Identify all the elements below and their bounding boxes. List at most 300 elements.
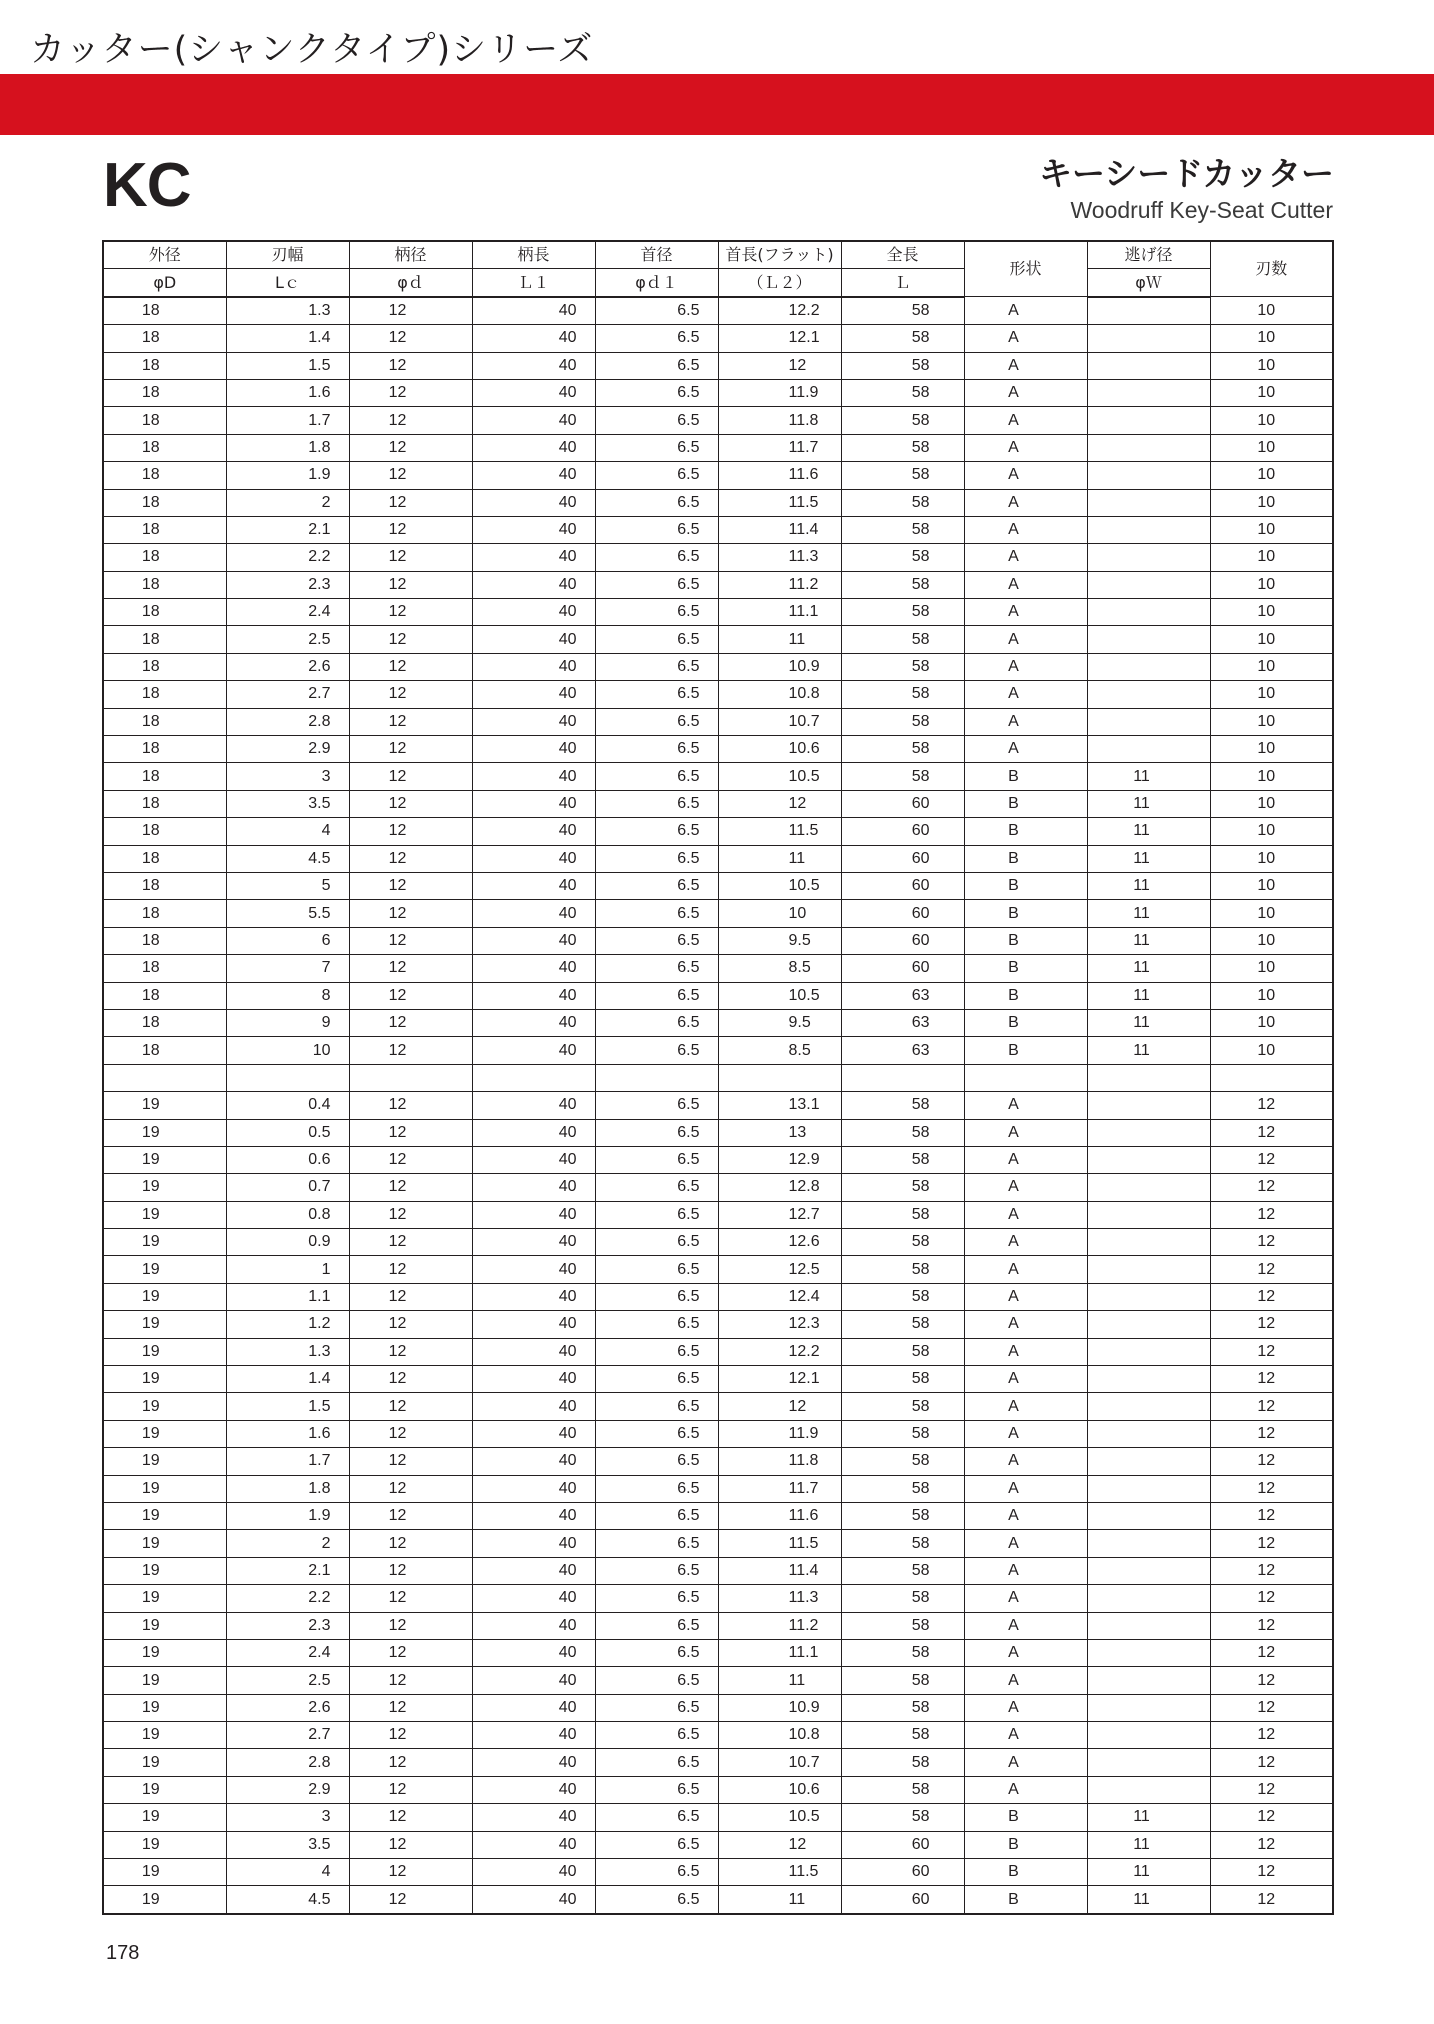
table-cell: 58 (841, 1146, 964, 1173)
table-row (103, 653, 1333, 680)
table-cell (103, 1064, 226, 1091)
table-cell: 11 (1087, 1804, 1210, 1831)
table-cell: 12 (1210, 1776, 1333, 1803)
table-cell (1087, 462, 1210, 489)
table-row (103, 1667, 1333, 1694)
table-cell: 0.7 (226, 1174, 349, 1201)
table-cell: 6.5 (595, 544, 718, 571)
table-cell: 6.5 (595, 1776, 718, 1803)
table-cell: 12 (349, 297, 472, 325)
table-cell: B (964, 1037, 1087, 1064)
table-cell: 40 (472, 1475, 595, 1502)
table-cell: A (964, 1639, 1087, 1666)
table-cell: 6.5 (595, 1366, 718, 1393)
table-cell: A (964, 1338, 1087, 1365)
table-cell: 58 (841, 1283, 964, 1310)
table-cell: 19 (103, 1557, 226, 1584)
table-cell: 40 (472, 1557, 595, 1584)
table-cell: 6.5 (595, 626, 718, 653)
table-cell: 11.5 (718, 1859, 841, 1886)
table-row (103, 818, 1333, 845)
header-blade-width: 刃幅 (226, 241, 349, 269)
table-cell (226, 1064, 349, 1091)
table-cell: 5 (226, 872, 349, 899)
table-row (103, 1859, 1333, 1886)
table-cell: 6.5 (595, 955, 718, 982)
table-cell (1087, 379, 1210, 406)
header-shank-length: 柄長 (472, 241, 595, 269)
table-cell (1087, 571, 1210, 598)
table-cell: 58 (841, 708, 964, 735)
table-cell: 58 (841, 1612, 964, 1639)
table-cell: 12 (1210, 1092, 1333, 1119)
table-cell: 6.5 (595, 297, 718, 325)
table-cell: 18 (103, 544, 226, 571)
table-cell: 40 (472, 1229, 595, 1256)
table-cell: 6.5 (595, 516, 718, 543)
table-cell: 10.7 (718, 708, 841, 735)
table-cell: 40 (472, 927, 595, 954)
table-cell: 12.8 (718, 1174, 841, 1201)
table-cell: 10 (1210, 489, 1333, 516)
table-row (103, 1146, 1333, 1173)
table-cell: 18 (103, 927, 226, 954)
table-cell: 12 (1210, 1146, 1333, 1173)
table-cell: 19 (103, 1146, 226, 1173)
table-cell: 18 (103, 900, 226, 927)
table-cell: 19 (103, 1694, 226, 1721)
table-cell: A (964, 1776, 1087, 1803)
header-symbol-L2: （Ｌ２） (718, 269, 841, 297)
table-cell: 40 (472, 1256, 595, 1283)
table-cell: 40 (472, 1585, 595, 1612)
table-cell (1087, 1119, 1210, 1146)
table-cell (1087, 1667, 1210, 1694)
table-cell: 2 (226, 489, 349, 516)
table-cell: 6.5 (595, 1119, 718, 1146)
table-cell: A (964, 352, 1087, 379)
table-cell: 6.5 (595, 708, 718, 735)
table-cell: 10 (226, 1037, 349, 1064)
table-cell: 18 (103, 434, 226, 461)
table-cell (1087, 489, 1210, 516)
table-row (103, 1530, 1333, 1557)
table-cell: 1.8 (226, 1475, 349, 1502)
table-cell: 12 (349, 1338, 472, 1365)
table-cell: 12 (349, 1667, 472, 1694)
table-cell: 11.4 (718, 516, 841, 543)
table-cell: 6.5 (595, 1420, 718, 1447)
table-cell: A (964, 516, 1087, 543)
table-row (103, 1475, 1333, 1502)
table-cell: 3 (226, 1804, 349, 1831)
table-cell (1087, 1475, 1210, 1502)
table-cell: 12 (1210, 1283, 1333, 1310)
header-overall-length: 全長 (841, 241, 964, 269)
table-cell: 40 (472, 1831, 595, 1858)
table-cell: 2.5 (226, 626, 349, 653)
table-cell: 6.5 (595, 1667, 718, 1694)
table-row (103, 1229, 1333, 1256)
table-cell: 6.5 (595, 790, 718, 817)
header-symbol-L1: Ｌ１ (472, 269, 595, 297)
table-cell: A (964, 681, 1087, 708)
table-cell: 10 (1210, 599, 1333, 626)
table-cell: 58 (841, 763, 964, 790)
table-cell: 6.5 (595, 1256, 718, 1283)
table-cell: 18 (103, 790, 226, 817)
table-cell: 11 (1087, 1037, 1210, 1064)
table-cell: 40 (472, 818, 595, 845)
table-cell: A (964, 489, 1087, 516)
table-cell: 58 (841, 297, 964, 325)
table-row (103, 1722, 1333, 1749)
table-cell: 19 (103, 1804, 226, 1831)
table-cell: 40 (472, 1502, 595, 1529)
table-cell: B (964, 1831, 1087, 1858)
table-row (103, 1201, 1333, 1228)
table-cell: 58 (841, 1694, 964, 1721)
table-row (103, 982, 1333, 1009)
table-cell: 10 (1210, 872, 1333, 899)
table-cell: 40 (472, 407, 595, 434)
header-outer-diameter: 外径 (103, 241, 226, 269)
table-cell: 19 (103, 1776, 226, 1803)
table-cell: 2.6 (226, 1694, 349, 1721)
table-cell: 6.5 (595, 1146, 718, 1173)
table-row (103, 1886, 1333, 1914)
table-cell: 18 (103, 982, 226, 1009)
header-accent-bar (0, 74, 1434, 135)
table-cell: A (964, 1229, 1087, 1256)
table-cell: 2.7 (226, 1722, 349, 1749)
table-cell: 60 (841, 1886, 964, 1914)
table-cell: 58 (841, 516, 964, 543)
table-cell: A (964, 297, 1087, 325)
table-cell: 10 (1210, 407, 1333, 434)
table-cell: 2.4 (226, 599, 349, 626)
table-cell: 10 (1210, 790, 1333, 817)
table-cell: 1.7 (226, 1448, 349, 1475)
table-cell: 12 (349, 1749, 472, 1776)
table-cell: 8.5 (718, 955, 841, 982)
table-cell: 12 (349, 325, 472, 352)
table-cell: 12 (349, 900, 472, 927)
table-cell: 18 (103, 681, 226, 708)
table-cell: 11.8 (718, 1448, 841, 1475)
table-cell: B (964, 845, 1087, 872)
table-cell (1087, 1557, 1210, 1584)
table-cell: 60 (841, 900, 964, 927)
table-cell: 10.8 (718, 1722, 841, 1749)
table-cell: 40 (472, 1804, 595, 1831)
table-cell: 12.2 (718, 1338, 841, 1365)
table-cell: 12 (349, 516, 472, 543)
table-cell: 6.5 (595, 1311, 718, 1338)
table-cell: 6.5 (595, 1475, 718, 1502)
table-cell: 11.5 (718, 489, 841, 516)
table-cell: 6.5 (595, 736, 718, 763)
table-cell (1087, 1311, 1210, 1338)
table-cell: 40 (472, 379, 595, 406)
table-cell: 1.9 (226, 462, 349, 489)
table-cell: 6.5 (595, 653, 718, 680)
table-cell: 40 (472, 1776, 595, 1803)
table-cell (1087, 1502, 1210, 1529)
table-cell: B (964, 872, 1087, 899)
table-cell: 11 (718, 1667, 841, 1694)
table-cell: 58 (841, 544, 964, 571)
table-cell: 12 (349, 626, 472, 653)
table-cell (1087, 1256, 1210, 1283)
table-row (103, 1092, 1333, 1119)
table-cell: 19 (103, 1639, 226, 1666)
table-cell (1087, 516, 1210, 543)
table-row (103, 763, 1333, 790)
table-row (103, 1256, 1333, 1283)
table-cell: 19 (103, 1256, 226, 1283)
table-cell: 60 (841, 1859, 964, 1886)
table-cell: 12 (349, 1037, 472, 1064)
table-cell: 12 (1210, 1722, 1333, 1749)
table-cell: 6.5 (595, 1393, 718, 1420)
table-cell: 2.5 (226, 1667, 349, 1694)
table-cell: 10 (1210, 352, 1333, 379)
table-cell: 1.9 (226, 1502, 349, 1529)
table-cell: 12 (1210, 1119, 1333, 1146)
table-cell: 12 (349, 1092, 472, 1119)
table-cell: 12 (718, 790, 841, 817)
table-cell: 40 (472, 1174, 595, 1201)
table-cell: 3.5 (226, 790, 349, 817)
table-cell: A (964, 1283, 1087, 1310)
table-cell: 2.3 (226, 571, 349, 598)
table-cell: 12 (349, 1694, 472, 1721)
table-cell: 10 (1210, 900, 1333, 927)
table-cell: 58 (841, 1366, 964, 1393)
table-cell: 18 (103, 763, 226, 790)
table-cell: 10 (1210, 379, 1333, 406)
table-cell: 12 (1210, 1393, 1333, 1420)
table-cell: A (964, 571, 1087, 598)
table-cell (1087, 1146, 1210, 1173)
table-cell: 12 (349, 1722, 472, 1749)
table-cell: 12 (349, 1639, 472, 1666)
table-cell: 18 (103, 955, 226, 982)
table-cell: 58 (841, 1667, 964, 1694)
table-cell: 40 (472, 681, 595, 708)
table-cell: A (964, 736, 1087, 763)
table-cell: 18 (103, 352, 226, 379)
table-cell: 2.1 (226, 1557, 349, 1584)
table-cell: 58 (841, 1749, 964, 1776)
table-cell: 12 (1210, 1530, 1333, 1557)
table-cell: 19 (103, 1448, 226, 1475)
table-cell: 6.5 (595, 1174, 718, 1201)
table-cell: 58 (841, 1119, 964, 1146)
table-cell (1087, 1338, 1210, 1365)
table-cell: 19 (103, 1502, 226, 1529)
table-cell: 18 (103, 599, 226, 626)
table-cell: 0.4 (226, 1092, 349, 1119)
table-cell: 40 (472, 571, 595, 598)
table-cell: A (964, 653, 1087, 680)
table-cell: 12 (1210, 1585, 1333, 1612)
table-cell: 4 (226, 1859, 349, 1886)
table-cell: 18 (103, 571, 226, 598)
table-row (103, 462, 1333, 489)
table-cell: 11.3 (718, 1585, 841, 1612)
table-cell (1087, 434, 1210, 461)
table-cell: 12.5 (718, 1256, 841, 1283)
table-cell (1087, 1393, 1210, 1420)
table-cell: 19 (103, 1475, 226, 1502)
table-cell: 19 (103, 1585, 226, 1612)
table-cell (1087, 1201, 1210, 1228)
table-cell: 40 (472, 1146, 595, 1173)
table-cell: 6.5 (595, 1229, 718, 1256)
table-cell: 6.5 (595, 872, 718, 899)
table-cell: 1.3 (226, 297, 349, 325)
table-row (103, 1749, 1333, 1776)
table-cell: 12 (1210, 1338, 1333, 1365)
table-cell: 12 (349, 872, 472, 899)
table-cell: A (964, 1092, 1087, 1119)
table-row (103, 790, 1333, 817)
table-cell: 12 (349, 818, 472, 845)
table-cell: 18 (103, 462, 226, 489)
table-cell (1087, 1776, 1210, 1803)
table-cell: 40 (472, 982, 595, 1009)
header-relief-diameter: 逃げ径 (1087, 241, 1210, 269)
table-cell: 12 (1210, 1804, 1333, 1831)
table-cell: 6.5 (595, 1639, 718, 1666)
table-cell (1087, 1229, 1210, 1256)
table-cell: 58 (841, 379, 964, 406)
table-cell: 58 (841, 407, 964, 434)
table-cell: 2.7 (226, 681, 349, 708)
table-cell: 12 (349, 599, 472, 626)
table-cell: A (964, 1448, 1087, 1475)
table-row (103, 1174, 1333, 1201)
table-row (103, 626, 1333, 653)
table-cell: 40 (472, 1393, 595, 1420)
table-cell: 19 (103, 1338, 226, 1365)
table-cell: 10.6 (718, 1776, 841, 1803)
table-cell: 2.9 (226, 1776, 349, 1803)
header-symbol-d: φｄ (349, 269, 472, 297)
table-row (103, 1585, 1333, 1612)
table-cell: 6.5 (595, 1859, 718, 1886)
table-cell: 60 (841, 1831, 964, 1858)
table-cell: 18 (103, 845, 226, 872)
table-cell: 19 (103, 1831, 226, 1858)
table-cell (1087, 1092, 1210, 1119)
table-row (103, 352, 1333, 379)
table-cell: 1.6 (226, 379, 349, 406)
header-symbol-L: Ｌ (841, 269, 964, 297)
table-cell: 58 (841, 325, 964, 352)
table-cell: 40 (472, 352, 595, 379)
table-cell: 10 (1210, 297, 1333, 325)
table-cell: 60 (841, 927, 964, 954)
table-cell: A (964, 1694, 1087, 1721)
table-cell: 8 (226, 982, 349, 1009)
table-cell: 1.6 (226, 1420, 349, 1447)
table-cell: 12 (349, 1256, 472, 1283)
table-cell (472, 1064, 595, 1091)
table-row (103, 1338, 1333, 1365)
table-cell: 58 (841, 626, 964, 653)
table-cell (1087, 1366, 1210, 1393)
table-cell: 10 (1210, 955, 1333, 982)
table-cell: 12 (349, 1804, 472, 1831)
table-cell: 11 (1087, 1886, 1210, 1914)
table-cell: 2.8 (226, 708, 349, 735)
table-row (103, 1502, 1333, 1529)
table-cell: 40 (472, 1667, 595, 1694)
table-cell: 11 (718, 845, 841, 872)
table-cell: 12 (349, 571, 472, 598)
table-cell: 63 (841, 1009, 964, 1036)
table-cell: 11.2 (718, 1612, 841, 1639)
table-cell: 40 (472, 900, 595, 927)
table-cell: 13 (718, 1119, 841, 1146)
table-cell: B (964, 763, 1087, 790)
table-cell: 10 (1210, 571, 1333, 598)
product-name-jp: キーシードカッター (1038, 154, 1334, 193)
table-cell: 6.5 (595, 1804, 718, 1831)
header-neck-diameter: 首径 (595, 241, 718, 269)
table-cell (1087, 1749, 1210, 1776)
table-row (103, 1694, 1333, 1721)
table-cell: 58 (841, 1475, 964, 1502)
table-cell: 2.3 (226, 1612, 349, 1639)
table-cell (1087, 1722, 1210, 1749)
table-cell: 12 (1210, 1420, 1333, 1447)
table-cell: 19 (103, 1119, 226, 1146)
table-cell: 6.5 (595, 1092, 718, 1119)
table-cell: 19 (103, 1886, 226, 1914)
table-cell: 2.6 (226, 653, 349, 680)
table-cell: 2.1 (226, 516, 349, 543)
table-row (103, 1283, 1333, 1310)
table-cell: 11 (1087, 763, 1210, 790)
table-cell: 6.5 (595, 927, 718, 954)
table-cell: 10.9 (718, 1694, 841, 1721)
table-cell: 12 (718, 352, 841, 379)
table-cell: 58 (841, 1256, 964, 1283)
table-row (103, 736, 1333, 763)
table-row (103, 1804, 1333, 1831)
table-cell: 1.8 (226, 434, 349, 461)
table-cell: 58 (841, 1585, 964, 1612)
table-cell (595, 1064, 718, 1091)
table-cell: 40 (472, 1612, 595, 1639)
table-cell (1087, 1694, 1210, 1721)
table-cell: 12.2 (718, 297, 841, 325)
table-row (103, 1639, 1333, 1666)
table-cell (841, 1064, 964, 1091)
table-row (103, 708, 1333, 735)
spec-table (102, 240, 1334, 1915)
table-row (103, 1612, 1333, 1639)
table-cell: A (964, 434, 1087, 461)
table-cell: 40 (472, 599, 595, 626)
table-cell: 58 (841, 1338, 964, 1365)
table-cell: 6.5 (595, 1201, 718, 1228)
table-cell: A (964, 1174, 1087, 1201)
